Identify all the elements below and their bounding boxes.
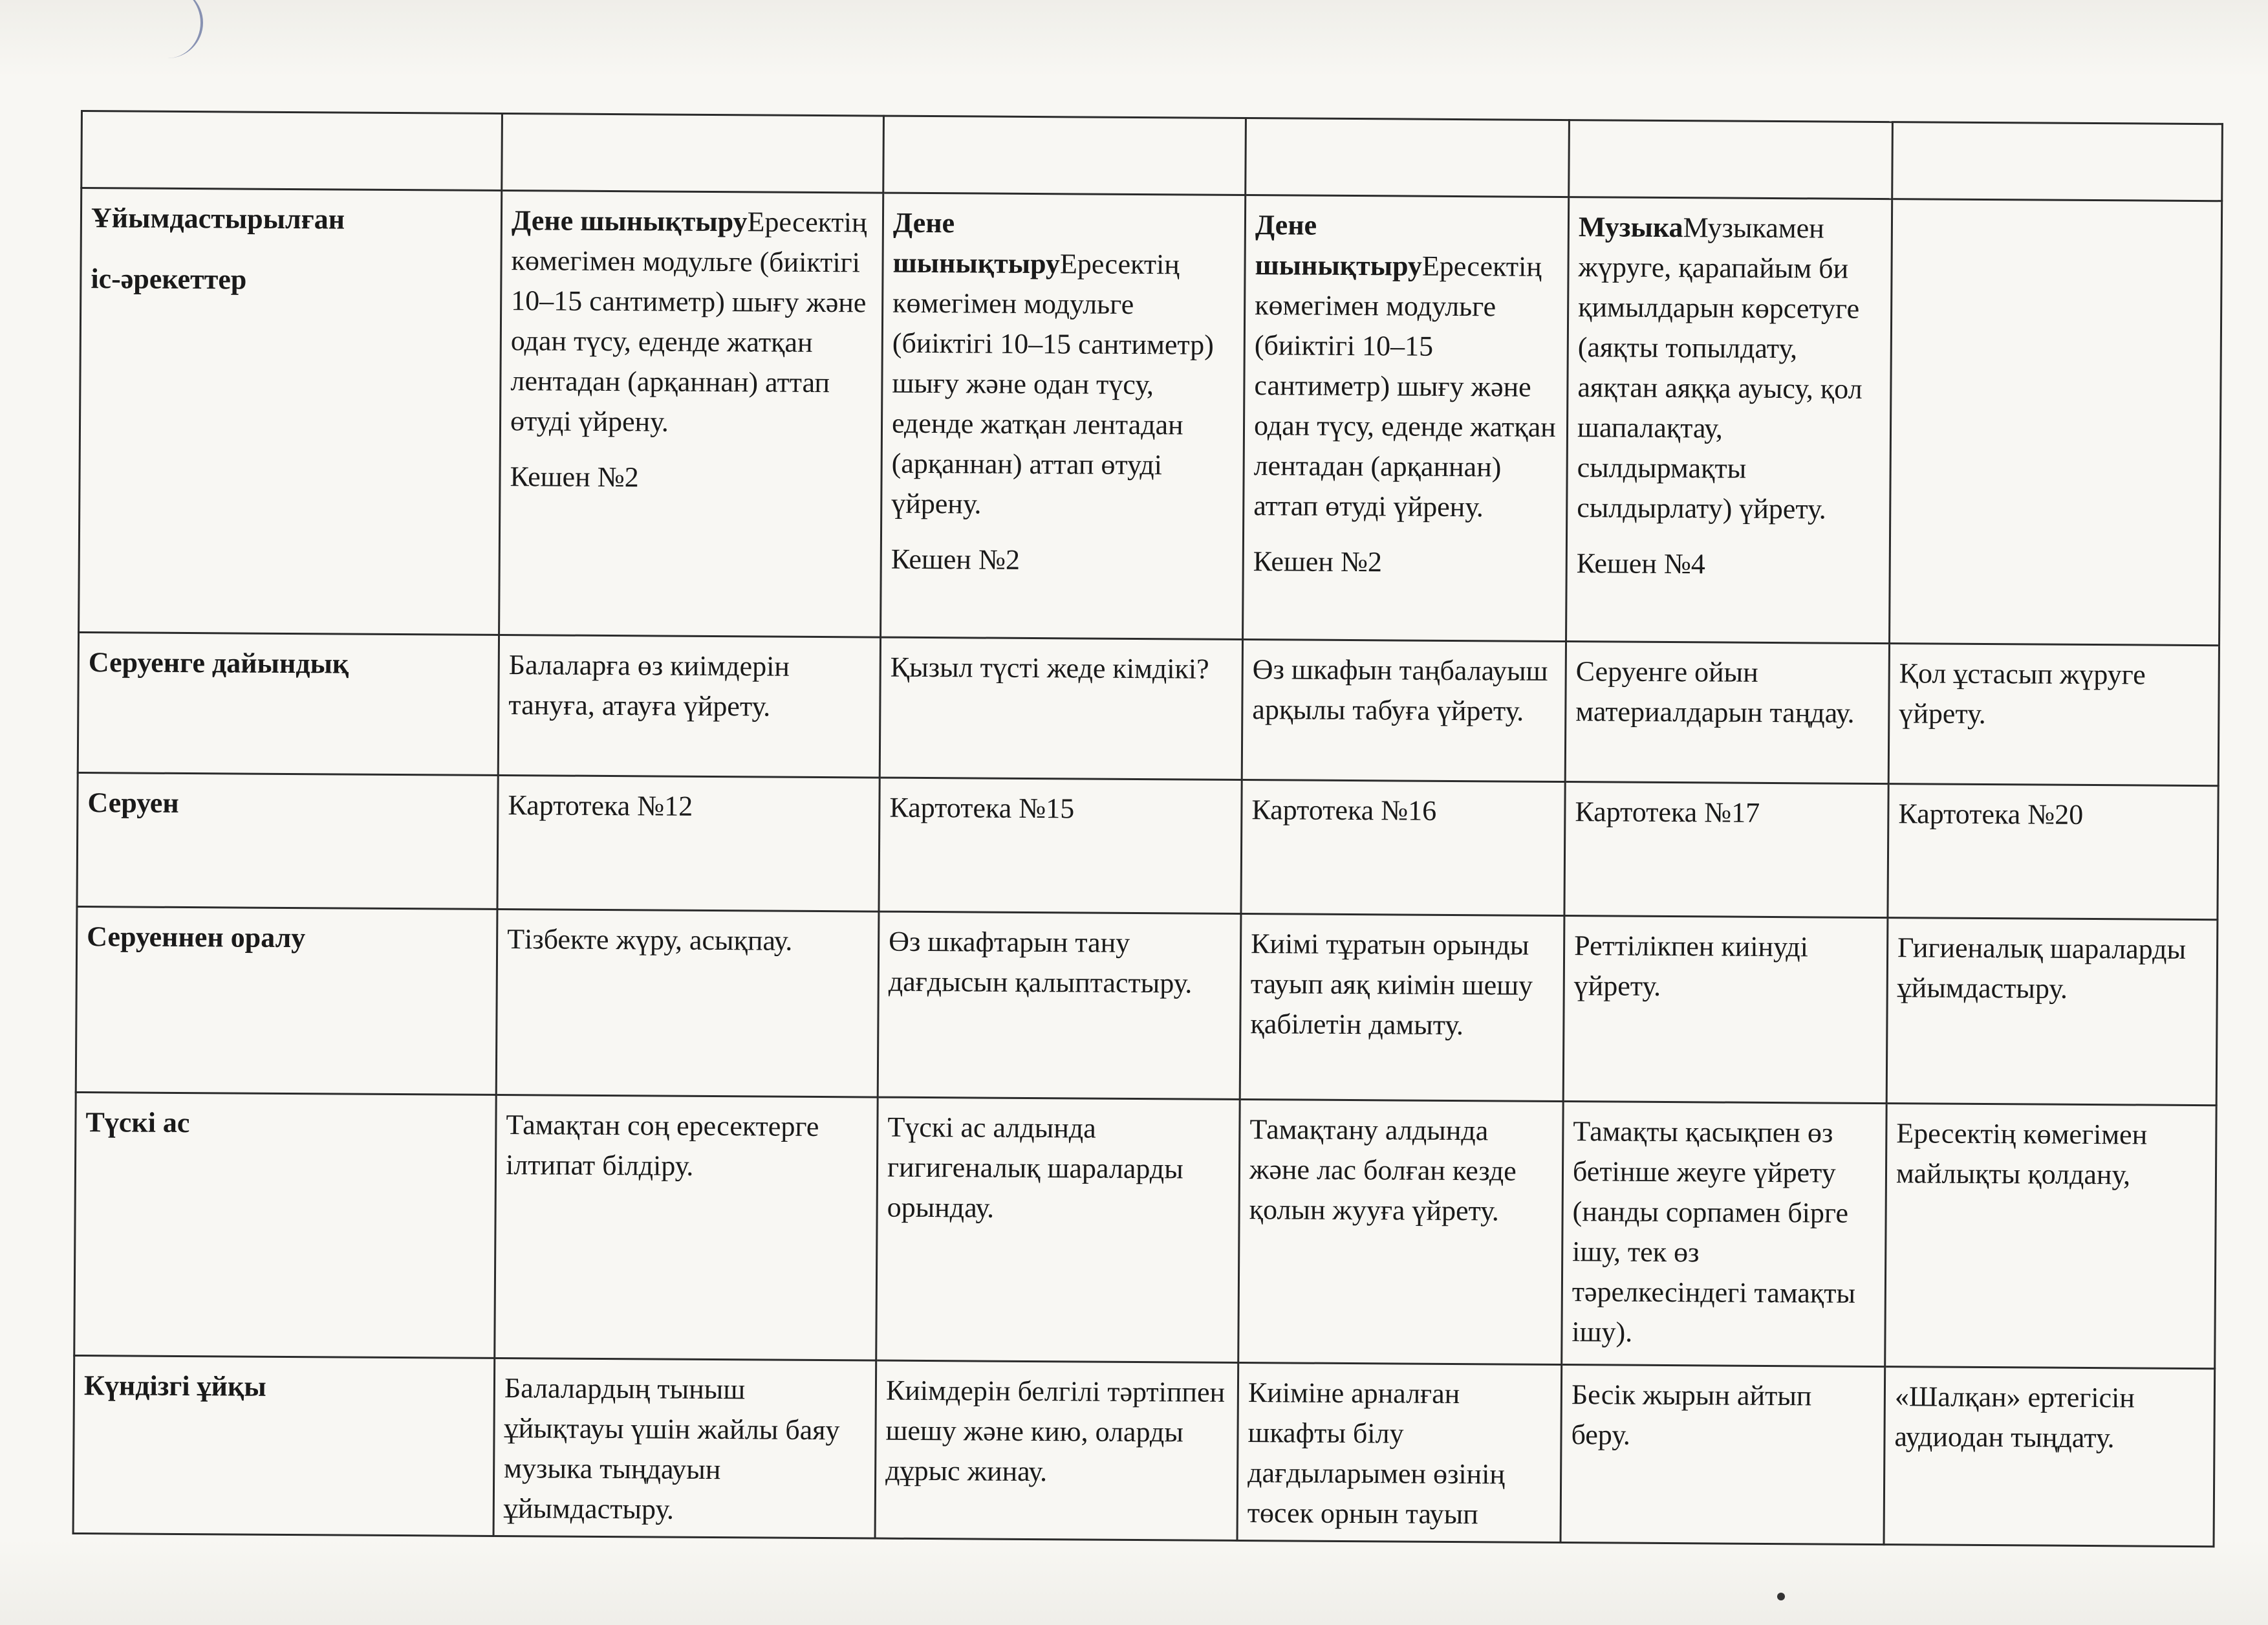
table-cell: Тамақты қасықпен өз бетінше жеуге үйрету (нанды сорпамен бірге ішу, тек өз тәрелкесіндегі тамақты ішу). — [1562, 1102, 1886, 1367]
header-cell — [81, 111, 502, 191]
table-cell: Картотека №16 — [1241, 780, 1565, 915]
table-cell: Картотека №12 — [497, 775, 880, 911]
header-cell — [1569, 120, 1893, 199]
table-cell: Гигиеналық шараларды ұйымдастыру. — [1886, 918, 2218, 1106]
cell-text: Музыкамен жүруге, қарапайым би қимылдарын көрсетуге (аяқты топылдату, аяқтан аяққа ауысу, қол шапалақтау, сылдырмақты сылдырлату) үйрету. — [1577, 212, 1863, 525]
table-cell: Картотека №17 — [1564, 782, 1888, 918]
subject-name: Дене шынықтыру — [1255, 209, 1423, 282]
header-cell — [883, 116, 1246, 195]
table-row-walk-prep — [78, 632, 2219, 785]
table-row-nap — [73, 1355, 2215, 1546]
header-cell — [502, 113, 884, 193]
table-cell — [499, 190, 883, 637]
table-cell: Қол ұстасып жүруге үйрету. — [1888, 644, 2219, 786]
subject-name: Дене шынықтыру — [511, 204, 748, 238]
cell-text: Ересектің көмегімен модульге (биіктігі 10–15 сантиметр) шығу және одан түсу, еденде жатқан лентадан (арқаннан) аттап өтуді үйрену. — [510, 206, 867, 438]
row-label-walk-prep: Серуенге дайындық — [78, 632, 499, 775]
subject-name: Дене шынықтыру — [892, 206, 1061, 280]
table-cell: Түскі ас алдында гигигеналық шараларды орындау. — [876, 1097, 1240, 1362]
table-row-lunch — [74, 1092, 2216, 1368]
table-cell: Ересектің көмегімен майлықты қолдану, — [1885, 1104, 2216, 1369]
ink-dot — [1777, 1593, 1785, 1600]
table-cell: «Шалқан» ертегісін аудиодан тыңдату. — [1884, 1367, 2215, 1547]
table-cell: Балалардың тыныш ұйықтауы үшін жайлы баяу музыка тыңдауын ұйымдастыру. — [493, 1358, 876, 1538]
table-cell: Киімдерін белгілі тәртіппен шешу және кию, оларды дұрыс жинау. — [875, 1360, 1238, 1540]
subject-name: Музыка — [1578, 211, 1683, 244]
table-cell: Тамақтан соң ересектерге ілтипат білдіру. — [495, 1095, 878, 1360]
row-label-nap: Күндізгі ұйқы — [73, 1355, 495, 1536]
table-row-walk-return — [76, 906, 2218, 1105]
table-cell: Картотека №15 — [879, 778, 1242, 913]
table-cell: Өз шкафтарын тану дағдысын қалыптастыру. — [878, 911, 1241, 1099]
table-cell: Тізбекте жүру, асықпау. — [496, 909, 879, 1097]
table-cell: Картотека №20 — [1888, 784, 2218, 920]
table-cell: Балаларға өз киімдерін тануға, атауға үйрету. — [498, 635, 880, 778]
table-cell: Киіміне арналған шкафты білу дағдыларымен өзінің төсек орнын тауып — [1237, 1362, 1562, 1542]
complex-number — [1902, 224, 2212, 226]
table-cell: Тамақтану алдында және лас болған кезде қолын жууға үйрету. — [1238, 1099, 1563, 1364]
table-cell — [1566, 197, 1892, 644]
table-cell: Бесік жырын айтып беру. — [1561, 1365, 1885, 1545]
header-cell — [1246, 118, 1570, 197]
table-row-activities — [79, 188, 2222, 646]
row-label-lunch: Түскі ас — [74, 1092, 496, 1358]
table-cell — [1243, 195, 1569, 642]
complex-number: Кешен №4 — [1576, 547, 1706, 580]
header-cell — [1892, 122, 2223, 201]
table-cell: Реттілікпен киінуді үйрету. — [1563, 916, 1888, 1104]
cell-text: Ересектің көмегімен модульге (биіктігі 10–15 сантиметр) шығу және одан түсу, еденде жатқан лентадан (арқаннан) аттап өтуді үйрену. — [1253, 250, 1556, 523]
table-cell — [881, 193, 1246, 639]
table-cell: Серуенге ойын материалдарын таңдау. — [1565, 642, 1889, 784]
table-cell: Өз шкафын таңбалауыш арқылы табуға үйрету. — [1242, 639, 1566, 781]
table-row-walk — [77, 772, 2218, 919]
complex-number: Кешен №2 — [891, 543, 1021, 576]
cell-text: Ересектің көмегімен модульге (биіктігі 10–15 сантиметр) шығу және одан түсу, еденде жатқан лентадан (арқаннан) аттап өтуді үйрену. — [891, 248, 1215, 520]
row-label-line: іс-әрекеттер — [91, 263, 247, 296]
row-label-line: Ұйымдастырылған — [91, 202, 345, 235]
row-label-walk: Серуен — [77, 772, 498, 909]
schedule-table — [72, 110, 2223, 1547]
table-cell: Қызыл түсті жеде кімдікі? — [880, 637, 1242, 780]
header-row — [81, 111, 2223, 201]
table-cell: Киімі тұратын орынды тауып аяқ киімін шешу қабілетін дамыту. — [1240, 913, 1564, 1101]
table-cell — [1890, 199, 2222, 646]
complex-number: Кешен №2 — [1253, 545, 1383, 578]
row-label-walk-return: Серуеннен оралу — [76, 906, 497, 1095]
row-label-activities — [79, 188, 502, 635]
complex-number: Кешен №2 — [510, 461, 639, 494]
